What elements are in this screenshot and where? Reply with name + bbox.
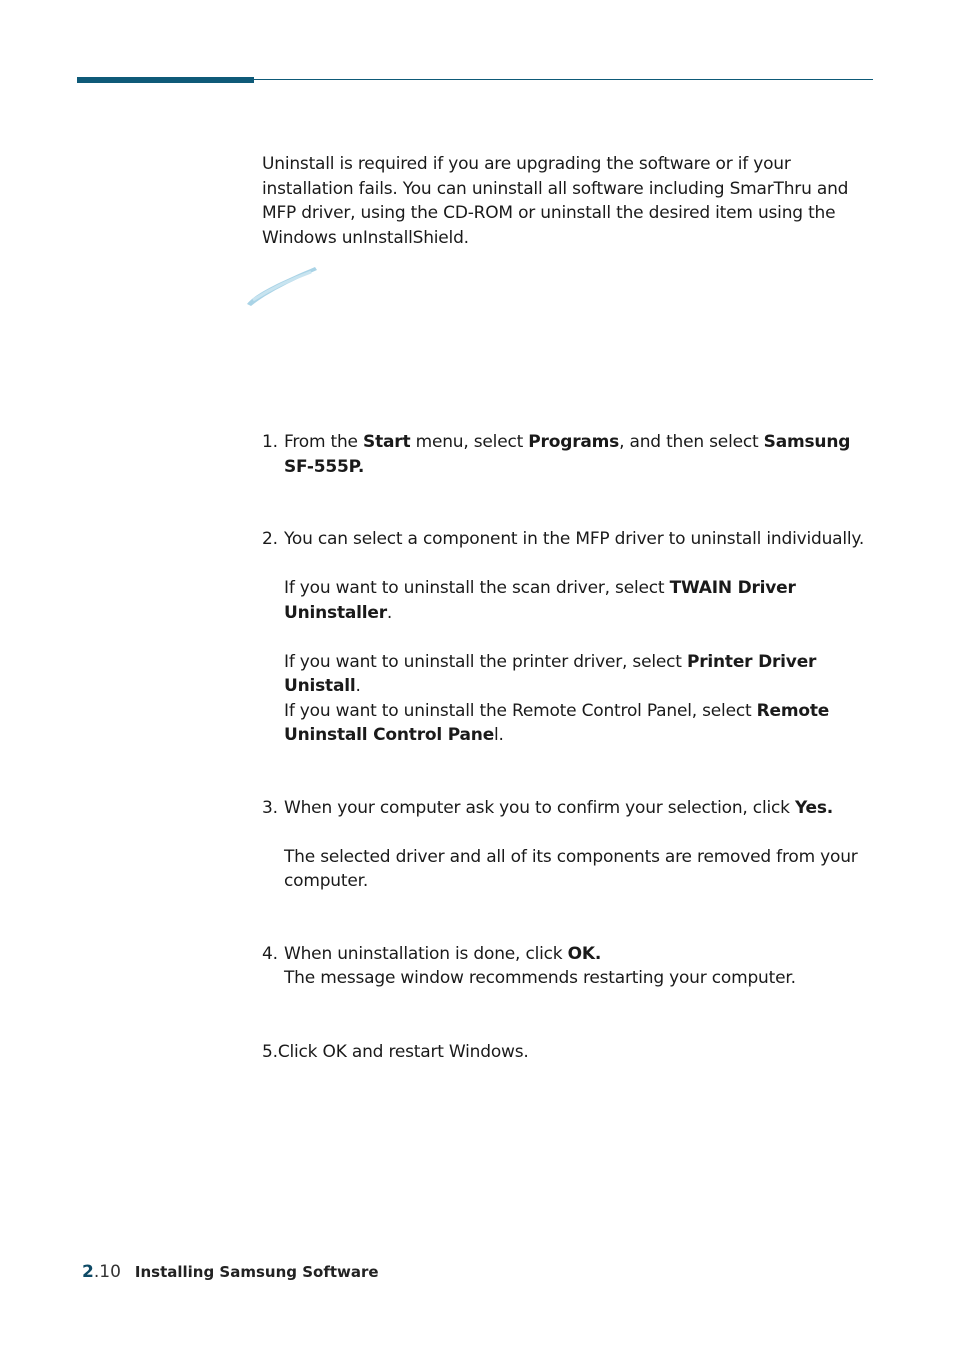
page-number: .10 (93, 1262, 121, 1282)
twain-instruction: If you want to uninstall the scan driver, select TWAIN Driver Uninstaller. (284, 578, 796, 623)
page-footer (82, 1262, 379, 1282)
step-4 (262, 942, 874, 991)
intro-block (262, 152, 872, 250)
footer-title: Installing Samsung Software (134, 1263, 379, 1281)
step-5-text: 5.Click OK and restart Windows. (262, 1042, 529, 1062)
step-2 (262, 527, 874, 748)
intro-paragraph: Uninstall is required if you are upgrading the software or if your installation fails. You can uninstall all software including SmarThru and MFP driver, using the CD-ROM or uninstall the desired item using the Windows unInstallShield. (262, 154, 849, 248)
step-2-text: You can select a component in the MFP driver to uninstall individually. (284, 529, 865, 549)
header-rule-thick (77, 77, 254, 83)
steps-list (262, 430, 874, 991)
remote-instruction: If you want to uninstall the Remote Control Panel, select Remote Uninstall Control Panel. (284, 700, 830, 745)
header-rule-thin (254, 79, 873, 80)
step-number: 1. (262, 432, 278, 452)
step-number: 3. (262, 797, 278, 818)
step-4-text: When uninstallation is done, click OK. (284, 943, 602, 964)
step-3-text: When your computer ask you to confirm your selection, click Yes. (284, 797, 834, 818)
step-1 (262, 430, 874, 479)
step-number: 4. (262, 943, 278, 964)
step-1-text: From the Start menu, select Programs, and then select Samsung SF-555P. (284, 432, 851, 477)
step-4-note: The message window recommends restarting your computer. (284, 968, 796, 988)
chapter-number: 2 (82, 1262, 94, 1282)
printer-instruction: If you want to uninstall the printer driver, select Printer Driver Unistall. (284, 651, 817, 696)
step-3 (262, 796, 874, 894)
note-brush-icon (245, 264, 319, 308)
step-number: 2. (262, 529, 278, 549)
step-3-note: The selected driver and all of its components are removed from your computer. (284, 846, 858, 891)
